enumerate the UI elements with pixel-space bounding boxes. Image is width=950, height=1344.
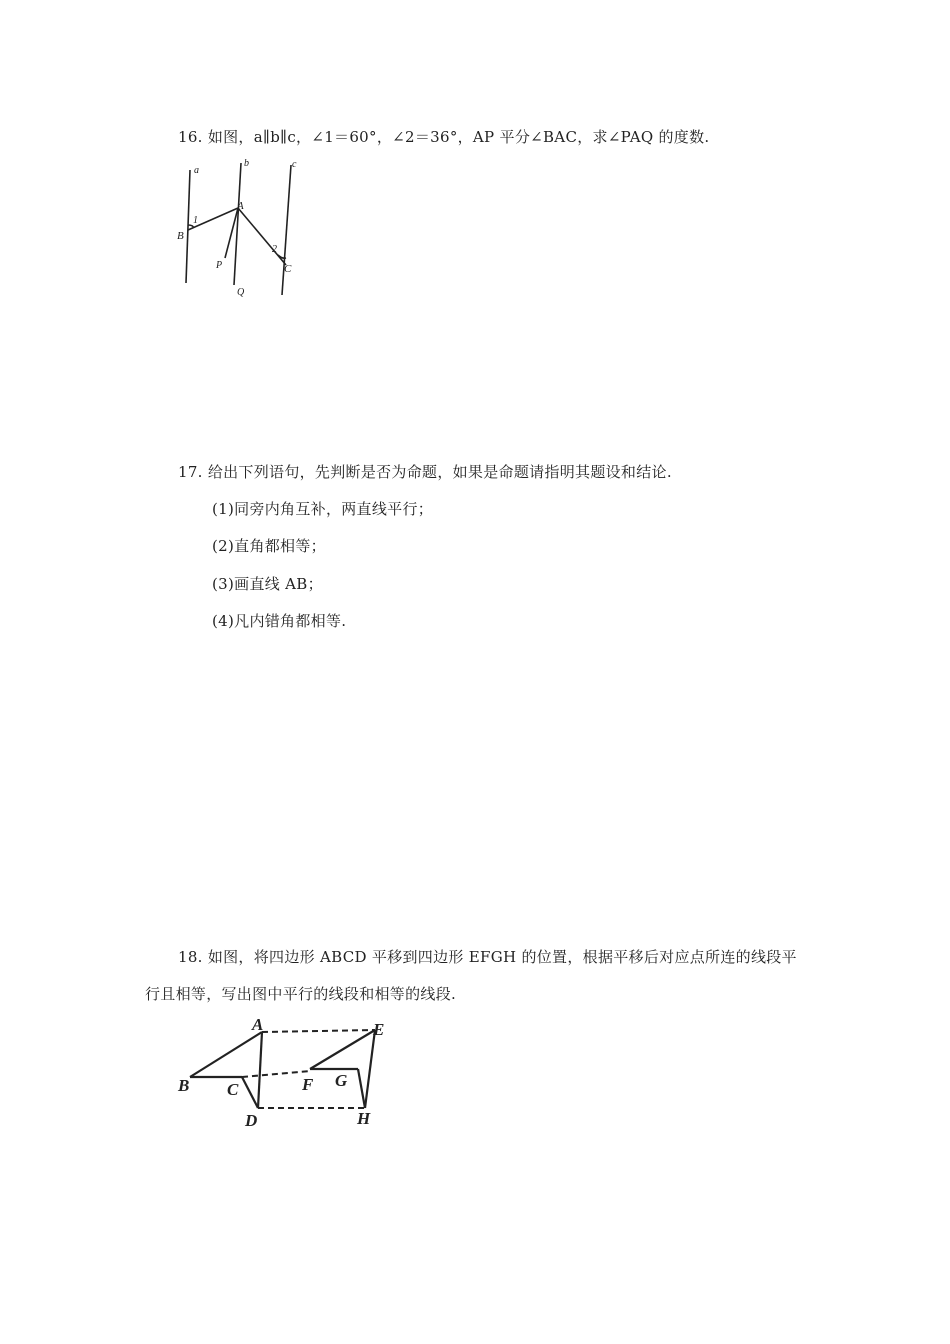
label-a: a <box>194 165 199 176</box>
dashed-AE <box>262 1030 375 1032</box>
line-a <box>186 170 190 283</box>
segment-AD <box>258 1032 262 1108</box>
question-18-text-line-1: 18. 如图，将四边形 ABCD 平移到四边形 EFGH 的位置，根据平移后对应点所连的线段平 <box>178 948 797 966</box>
label-Q: Q <box>237 287 245 298</box>
question-17-item-2: (2)直角都相等； <box>212 537 326 555</box>
label-F: F <box>302 1075 314 1094</box>
label-B: B <box>177 230 184 242</box>
label-D: D <box>245 1111 258 1130</box>
label-E: E <box>373 1020 385 1039</box>
label-angle-1: 1 <box>193 215 198 226</box>
question-17-text: 17. 给出下列语句，先判断是否为命题，如果是命题请指明其题设和结论. <box>178 463 672 481</box>
label-angle-2: 2 <box>272 244 277 255</box>
segment-EH <box>365 1030 375 1108</box>
label-H: H <box>357 1109 371 1128</box>
line-c <box>282 165 291 295</box>
segment-CD <box>242 1077 258 1108</box>
segment-GH <box>358 1069 365 1108</box>
question-17-item-1: (1)同旁内角互补，两直线平行； <box>212 500 434 518</box>
segment-FE <box>310 1030 375 1069</box>
label-b: b <box>244 158 249 169</box>
label-P: P <box>216 260 223 271</box>
label-C: C <box>284 263 292 275</box>
question-16-figure <box>168 155 308 300</box>
question-18-text-line-2: 行且相等，写出图中平行的线段和相等的线段. <box>145 985 457 1003</box>
question-16-text: 16. 如图，a∥b∥c，∠1＝60°，∠2＝36°，AP 平分∠BAC，求∠PAQ 的度数. <box>178 128 710 146</box>
label-c: c <box>292 159 297 170</box>
label-A: A <box>237 200 244 212</box>
segment-BA <box>190 1032 262 1077</box>
label-A: A <box>252 1015 264 1034</box>
label-C: C <box>227 1080 239 1099</box>
label-G: G <box>335 1071 348 1090</box>
question-17-item-4: (4)凡内错角都相等. <box>212 612 347 630</box>
label-B: B <box>178 1076 190 1095</box>
question-17-item-3: (3)画直线 AB； <box>212 575 323 593</box>
question-18-figure <box>170 1010 410 1135</box>
dashed-CG <box>242 1071 310 1077</box>
line-b <box>234 163 241 285</box>
